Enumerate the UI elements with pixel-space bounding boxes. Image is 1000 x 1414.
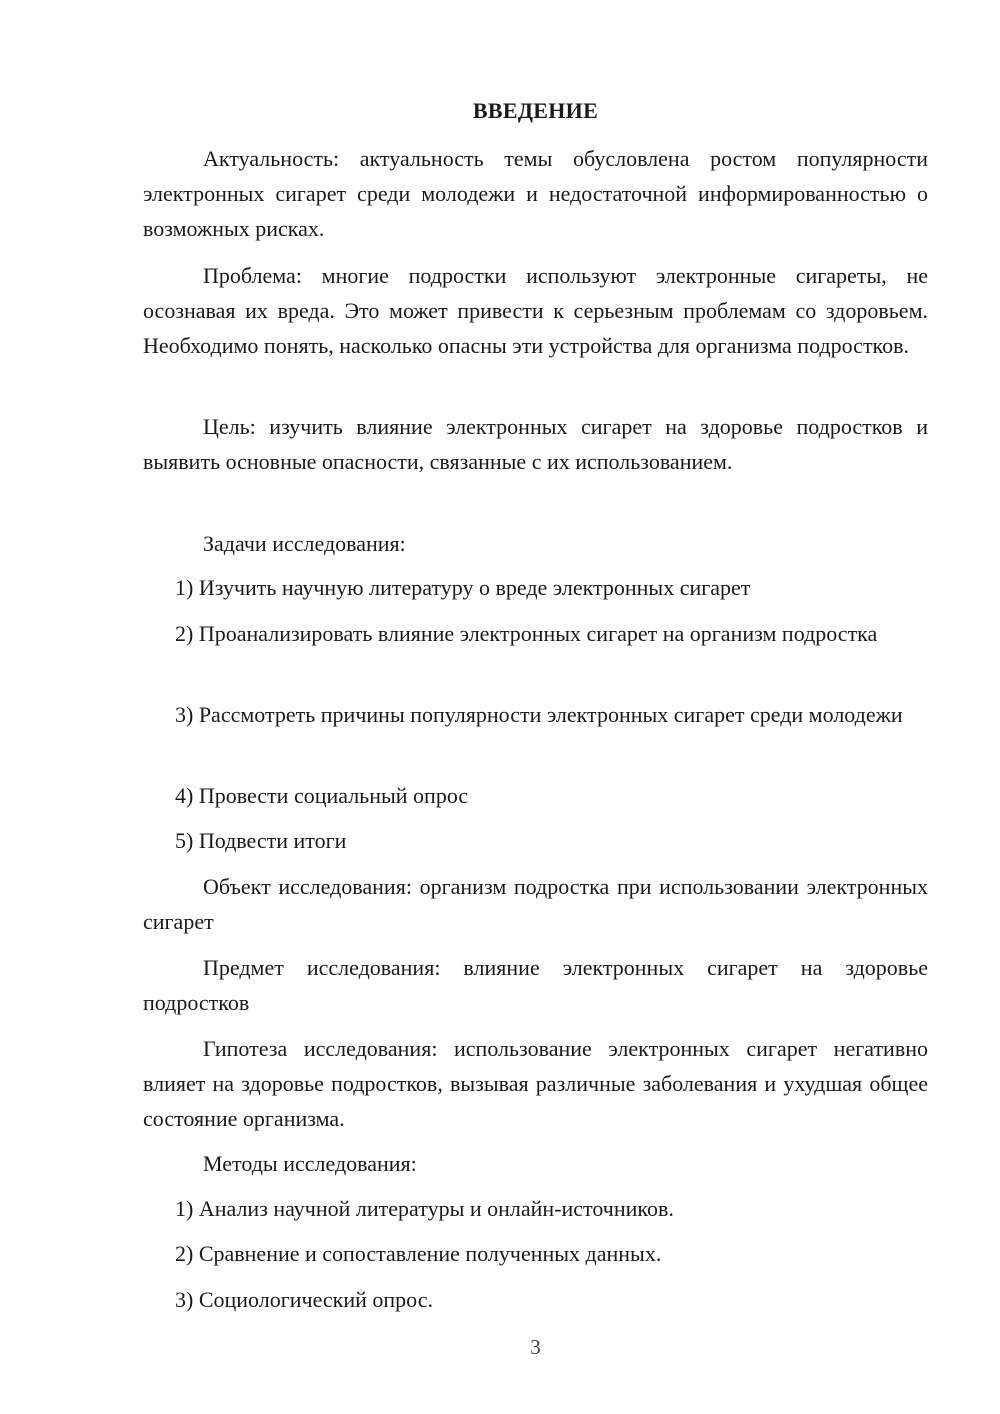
- tasks-title: Задачи исследования:: [203, 531, 406, 556]
- method-item-3: 3) Социологический опрос.: [175, 1287, 433, 1312]
- method-item-1: 1) Анализ научной литературы и онлайн-источников.: [175, 1196, 674, 1221]
- document-page: [143, 0, 928, 1414]
- task-item-3: 3) Рассмотреть причины популярности электронных сигарет среди молодежи: [175, 702, 903, 727]
- subject-paragraph: Предмет исследования: влияние электронных сигарет на здоровье подростков: [143, 955, 928, 1015]
- task-item-5: 5) Подвести итоги: [175, 828, 347, 853]
- task-item-1: 1) Изучить научную литературу о вреде электронных сигарет: [175, 575, 751, 600]
- task-item-2: 2) Проанализировать влияние электронных сигарет на организм подростка: [175, 621, 878, 646]
- goal-paragraph: Цель: изучить влияние электронных сигарет на здоровье подростков и выявить основные опасности, связанные с их использованием.: [143, 414, 928, 474]
- problem-paragraph: Проблема: многие подростки используют электронные сигареты, не осознавая их вреда. Это может привести к серьезным проблемам со здоровьем. Необходимо понять, насколько опасны эти устройства для организма подростков.: [143, 263, 928, 358]
- task-item-4: 4) Провести социальный опрос: [175, 783, 469, 808]
- methods-title: Методы исследования:: [203, 1151, 417, 1176]
- section-heading: ВВЕДЕНИЕ: [472, 98, 599, 123]
- page-number: 3: [530, 1335, 541, 1359]
- object-paragraph: Объект исследования: организм подростка при использовании электронных сигарет: [143, 874, 928, 934]
- relevance-paragraph: Актуальность: актуальность темы обусловлена ростом популярности электронных сигарет среди молодежи и недостаточной информированностью о возможных рисках.: [143, 146, 928, 241]
- method-item-2: 2) Сравнение и сопоставление полученных данных.: [175, 1241, 662, 1266]
- hypothesis-paragraph: Гипотеза исследования: использование электронных сигарет негативно влияет на здоровье подростков, вызывая различные заболевания и ухудшая общее состояние организма.: [143, 1036, 928, 1131]
